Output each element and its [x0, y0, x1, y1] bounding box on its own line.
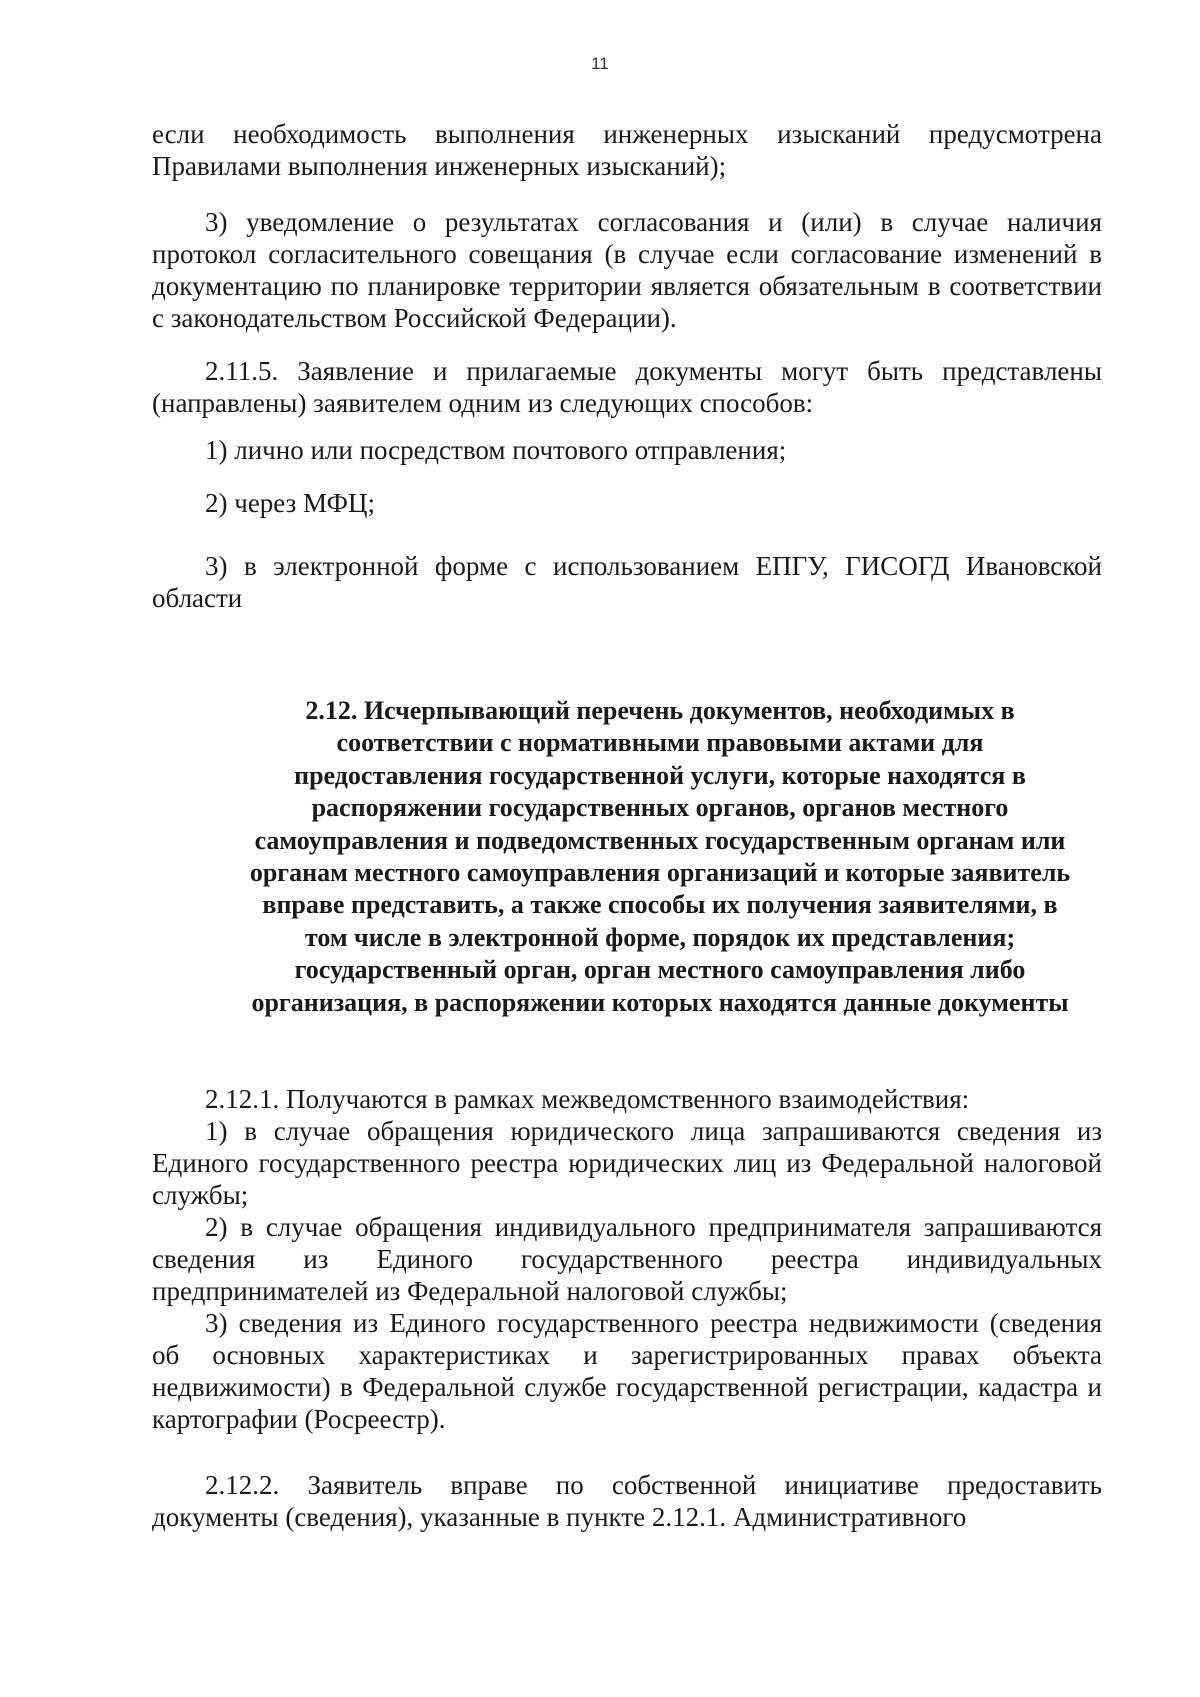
section-heading-2-12: 2.12. Исчерпывающий перечень документов, необходимых в соответствии с нормативными правовыми актами для предоставления государственной услуги, которые находятся в распоряжении государственных органов, органов местного самоуправления и подведомственных государственным органам или органам местного самоуправления организаций и которые заявитель вправе представить, а также способы их получения заявителями, в том числе в электронной форме, порядок их представления; государственный орган, орган местного самоуправления либо организация, в распоряжении которых находятся данные документы: [249, 696, 1071, 1017]
page-number: 11: [591, 54, 609, 73]
paragraph-2-12-1-item-3: 3) сведения из Единого государственного реестра недвижимости (сведения об основных характеристиках и зарегистрированных правах объекта недвижимости) в Федеральной службе государственной регистрации, кадастра и картографии (Росреестр).: [152, 1308, 1102, 1434]
paragraph-2-12-1-item-2: 2) в случае обращения индивидуального предпринимателя запрашиваются сведения из Единого государственного реестра индивидуальных предпринимателей из Федеральной налоговой службы;: [152, 1212, 1102, 1306]
paragraph-method-1: 1) лично или посредством почтового отправления;: [205, 435, 787, 465]
paragraph-2-11-5: 2.11.5. Заявление и прилагаемые документы могут быть представлены (направлены) заявителем одним из следующих способов:: [152, 356, 1102, 418]
paragraph-2-12-1-item-1: 1) в случае обращения юридического лица запрашиваются сведения из Единого государственного реестра юридических лиц из Федеральной налоговой службы;: [152, 1116, 1102, 1210]
paragraph-continuation: если необходимость выполнения инженерных изысканий предусмотрена Правилами выполнения инженерных изысканий);: [152, 119, 1102, 181]
paragraph-method-2: 2) через МФЦ;: [205, 488, 376, 518]
paragraph-2-12-1: 2.12.1. Получаются в рамках межведомственного взаимодействия:: [205, 1084, 970, 1114]
paragraph-2-12-2: 2.12.2. Заявитель вправе по собственной инициативе предоставить документы (сведения), указанные в пункте 2.12.1. Административного: [152, 1470, 1102, 1532]
paragraph-method-3: 3) в электронной форме с использованием ЕПГУ, ГИСОГД Ивановской области: [152, 551, 1102, 613]
paragraph-item-3-notification: 3) уведомление о результатах согласования и (или) в случае наличия протокол согласительного совещания (в случае если согласование изменений в документацию по планировке территории является обязательным в соответствии с законодательством Российской Федерации).: [152, 207, 1102, 333]
